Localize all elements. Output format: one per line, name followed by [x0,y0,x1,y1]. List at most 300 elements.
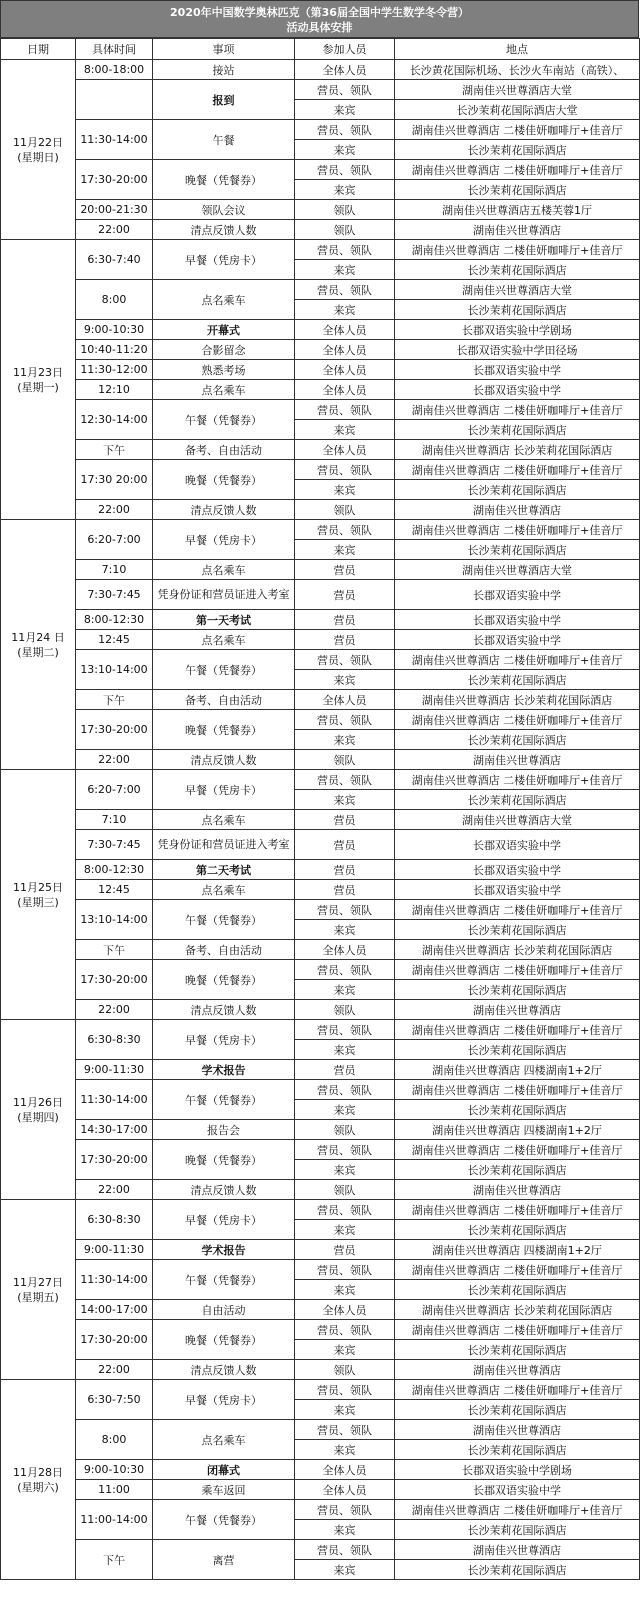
time-cell: 11:30-14:00 [76,120,153,160]
event-cell: 点名乘车 [153,280,295,320]
people-cell: 来宾 [295,100,395,120]
location-cell: 长沙茉莉花国际酒店 [395,300,640,320]
people-cell: 来宾 [295,1160,395,1180]
event-cell: 点名乘车 [153,810,295,830]
event-cell: 开幕式 [153,320,295,340]
people-cell: 来宾 [295,790,395,810]
location-cell: 湖南佳兴世尊酒店 二楼佳妍咖啡厅+佳音厅 [395,900,640,920]
people-cell: 营员、领队 [295,710,395,730]
people-cell: 营员、领队 [295,120,395,140]
people-cell: 营员、领队 [295,240,395,260]
people-cell: 领队 [295,750,395,770]
title-line-2: 活动具体安排 [286,21,353,34]
event-cell: 晚餐（凭餐券） [153,460,295,500]
location-cell: 长沙茉莉花国际酒店 [395,1040,640,1060]
location-cell: 长郡双语实验中学 [395,380,640,400]
date-text: 11月28日 [13,1465,63,1479]
time-cell: 11:00-14:00 [76,1500,153,1540]
event-cell: 备考、自由活动 [153,940,295,960]
people-cell: 营员、领队 [295,1140,395,1160]
event-cell: 报告会 [153,1120,295,1140]
event-cell: 清点反馈人数 [153,1360,295,1380]
time-cell: 6:20-7:00 [76,770,153,810]
date-text: 11月22日 [13,135,63,149]
event-cell: 午餐（凭餐券） [153,900,295,940]
location-cell: 湖南佳兴世尊酒店 二楼佳妍咖啡厅+佳音厅 [395,120,640,140]
location-cell: 湖南佳兴世尊酒店大堂 [395,80,640,100]
location-cell: 长沙黄花国际机场、长沙火车南站（高铁）、 [395,60,640,80]
location-cell: 长沙茉莉花国际酒店 [395,1520,640,1540]
event-cell: 点名乘车 [153,880,295,900]
time-cell: 14:00-17:00 [76,1300,153,1320]
people-cell: 来宾 [295,180,395,200]
event-cell: 早餐（凭房卡） [153,1020,295,1060]
location-cell: 长沙茉莉花国际酒店 [395,980,640,1000]
time-cell: 20:00-21:30 [76,200,153,220]
header-date: 日期 [1,39,76,60]
location-cell: 湖南佳兴世尊酒店 [395,1360,640,1380]
location-cell: 长郡双语实验中学 [395,830,640,860]
location-cell: 湖南佳兴世尊酒店 [395,1420,640,1440]
date-cell [1,1380,76,1580]
people-cell: 全体人员 [295,340,395,360]
date-text: 11月26日 [13,1095,63,1109]
people-cell: 来宾 [295,1280,395,1300]
event-cell: 乘车返回 [153,1480,295,1500]
title-line-1: 2020年中国数学奥林匹克（第36届全国中学生数学冬令营） [170,6,469,19]
location-cell: 长沙茉莉花国际酒店 [395,180,640,200]
location-cell: 湖南佳兴世尊酒店 长沙茉莉花国际酒店 [395,1300,640,1320]
time-cell: 11:30-14:00 [76,1080,153,1120]
event-cell: 学术报告 [153,1060,295,1080]
people-cell: 全体人员 [295,320,395,340]
people-cell: 营员 [295,1060,395,1080]
time-cell [76,80,153,120]
people-cell: 来宾 [295,260,395,280]
location-cell: 湖南佳兴世尊酒店 [395,220,640,240]
people-cell: 营员 [295,1240,395,1260]
people-cell: 来宾 [295,540,395,560]
location-cell: 湖南佳兴世尊酒店 四楼湖南1+2厅 [395,1120,640,1140]
table-row [1,1460,640,1480]
event-cell: 早餐（凭房卡） [153,240,295,280]
location-cell: 长沙茉莉花国际酒店 [395,1220,640,1240]
event-cell: 熟悉考场 [153,360,295,380]
table-row [1,1060,640,1080]
table-row [1,380,640,400]
people-cell: 来宾 [295,670,395,690]
weekday-text: (星期三) [17,895,59,909]
people-cell: 全体人员 [295,1480,395,1500]
table-row [1,630,640,650]
event-cell: 自由活动 [153,1300,295,1320]
time-cell: 17:30 20:00 [76,460,153,500]
table-row [1,560,640,580]
table-row [1,340,640,360]
table-row [1,240,640,260]
people-cell: 营员、领队 [295,520,395,540]
people-cell: 全体人员 [295,940,395,960]
location-cell: 湖南佳兴世尊酒店 二楼佳妍咖啡厅+佳音厅 [395,1260,640,1280]
time-cell: 22:00 [76,1360,153,1380]
time-cell: 11:00 [76,1480,153,1500]
date-cell [1,1200,76,1380]
people-cell: 营员、领队 [295,770,395,790]
table-row [1,690,640,710]
people-cell: 营员、领队 [295,1380,395,1400]
time-cell: 17:30-20:00 [76,710,153,750]
time-cell: 下午 [76,940,153,960]
location-cell: 湖南佳兴世尊酒店 二楼佳妍咖啡厅+佳音厅 [395,1080,640,1100]
location-cell: 湖南佳兴世尊酒店 长沙茉莉花国际酒店 [395,940,640,960]
event-cell: 合影留念 [153,340,295,360]
table-row [1,900,640,920]
location-cell: 湖南佳兴世尊酒店 四楼湖南1+2厅 [395,1060,640,1080]
table-row [1,200,640,220]
table-row [1,1300,640,1320]
time-cell: 12:45 [76,630,153,650]
location-cell: 湖南佳兴世尊酒店 [395,1180,640,1200]
event-cell: 领队会议 [153,200,295,220]
location-cell: 湖南佳兴世尊酒店 二楼佳妍咖啡厅+佳音厅 [395,1320,640,1340]
time-cell: 22:00 [76,500,153,520]
people-cell: 来宾 [295,300,395,320]
date-text: 11月24 日 [11,630,65,644]
table-row [1,1500,640,1520]
location-cell: 长郡双语实验中学剧场 [395,1460,640,1480]
location-cell: 长郡双语实验中学 [395,580,640,610]
people-cell: 营员、领队 [295,1200,395,1220]
event-cell: 离营 [153,1540,295,1580]
event-cell: 早餐（凭房卡） [153,520,295,560]
table-row [1,1420,640,1440]
time-cell: 8:00-18:00 [76,60,153,80]
people-cell: 来宾 [295,1220,395,1240]
table-row [1,120,640,140]
location-cell: 长郡双语实验中学田径场 [395,340,640,360]
time-cell: 6:20-7:00 [76,520,153,560]
people-cell: 营员、领队 [295,280,395,300]
header-event: 事项 [153,39,295,60]
date-cell [1,1020,76,1200]
people-cell: 营员、领队 [295,960,395,980]
location-cell: 湖南佳兴世尊酒店 四楼湖南1+2厅 [395,1240,640,1260]
people-cell: 营员 [295,610,395,630]
location-cell: 湖南佳兴世尊酒店 二楼佳妍咖啡厅+佳音厅 [395,240,640,260]
location-cell: 湖南佳兴世尊酒店 长沙茉莉花国际酒店 [395,690,640,710]
time-cell: 7:30-7:45 [76,830,153,860]
people-cell: 营员、领队 [295,1020,395,1040]
header-time: 具体时间 [76,39,153,60]
table-row [1,1200,640,1220]
time-cell: 22:00 [76,220,153,240]
event-cell: 午餐（凭餐券） [153,650,295,690]
location-cell: 长沙茉莉花国际酒店大堂 [395,100,640,120]
time-cell: 12:30-14:00 [76,400,153,440]
location-cell: 长沙茉莉花国际酒店 [395,480,640,500]
weekday-text: (星期二) [17,645,59,659]
date-cell [1,60,76,240]
people-cell: 来宾 [295,1440,395,1460]
table-row [1,580,640,610]
table-row [1,500,640,520]
people-cell: 营员、领队 [295,1260,395,1280]
table-row [1,320,640,340]
location-cell: 湖南佳兴世尊酒店 [395,1540,640,1560]
date-text: 11月23日 [13,365,63,379]
time-cell: 17:30-20:00 [76,960,153,1000]
location-cell: 湖南佳兴世尊酒店 二楼佳妍咖啡厅+佳音厅 [395,1500,640,1520]
schedule-table [0,38,640,1580]
event-cell: 清点反馈人数 [153,1000,295,1020]
date-cell [1,770,76,1020]
time-cell: 8:00 [76,1420,153,1460]
people-cell: 全体人员 [295,60,395,80]
table-row [1,1080,640,1100]
time-cell: 7:10 [76,810,153,830]
date-cell [1,240,76,520]
weekday-text: (星期六) [17,1480,59,1494]
table-row [1,160,640,180]
time-cell: 下午 [76,440,153,460]
people-cell: 来宾 [295,1340,395,1360]
time-cell: 11:30-12:00 [76,360,153,380]
location-cell: 长沙茉莉花国际酒店 [395,1160,640,1180]
event-cell: 午餐 [153,120,295,160]
time-cell: 下午 [76,690,153,710]
event-cell: 点名乘车 [153,380,295,400]
time-cell: 13:10-14:00 [76,900,153,940]
table-row [1,710,640,730]
table-row [1,1360,640,1380]
location-cell: 长沙茉莉花国际酒店 [395,730,640,750]
table-header-row [1,39,640,60]
location-cell: 湖南佳兴世尊酒店 二楼佳妍咖啡厅+佳音厅 [395,710,640,730]
table-row [1,1320,640,1340]
time-cell: 11:30-14:00 [76,1260,153,1300]
people-cell: 营员 [295,830,395,860]
time-cell: 22:00 [76,1000,153,1020]
event-cell: 点名乘车 [153,630,295,650]
event-cell: 早餐（凭房卡） [153,1200,295,1240]
people-cell: 领队 [295,220,395,240]
event-cell: 清点反馈人数 [153,1180,295,1200]
event-cell: 清点反馈人数 [153,220,295,240]
people-cell: 营员 [295,560,395,580]
time-cell: 9:00-10:30 [76,320,153,340]
people-cell: 营员、领队 [295,80,395,100]
location-cell: 长郡双语实验中学 [395,360,640,380]
event-cell: 早餐（凭房卡） [153,770,295,810]
location-cell: 湖南佳兴世尊酒店五楼芙蓉1厅 [395,200,640,220]
people-cell: 营员、领队 [295,1320,395,1340]
table-row [1,1380,640,1400]
people-cell: 来宾 [295,1520,395,1540]
people-cell: 领队 [295,200,395,220]
event-cell: 午餐（凭餐券） [153,1080,295,1120]
time-cell: 17:30-20:00 [76,1320,153,1360]
schedule-title [0,0,639,38]
time-cell: 13:10-14:00 [76,650,153,690]
event-cell: 午餐（凭餐券） [153,1500,295,1540]
time-cell: 14:30-17:00 [76,1120,153,1140]
event-cell: 备考、自由活动 [153,690,295,710]
location-cell: 湖南佳兴世尊酒店 二楼佳妍咖啡厅+佳音厅 [395,1380,640,1400]
location-cell: 长沙茉莉花国际酒店 [395,1560,640,1580]
event-cell: 午餐（凭餐券） [153,400,295,440]
table-row [1,520,640,540]
weekday-text: (星期四) [17,1110,59,1124]
location-cell: 长郡双语实验中学 [395,860,640,880]
people-cell: 营员 [295,880,395,900]
location-cell: 长沙茉莉花国际酒店 [395,790,640,810]
people-cell: 营员 [295,860,395,880]
people-cell: 营员、领队 [295,160,395,180]
table-row [1,830,640,860]
location-cell: 湖南佳兴世尊酒店 二楼佳妍咖啡厅+佳音厅 [395,520,640,540]
table-row [1,1180,640,1200]
event-cell: 第一天考试 [153,610,295,630]
table-row [1,1140,640,1160]
table-row [1,1240,640,1260]
date-text: 11月25日 [13,880,63,894]
table-row [1,770,640,790]
people-cell: 营员、领队 [295,900,395,920]
location-cell: 长沙茉莉花国际酒店 [395,420,640,440]
people-cell: 营员、领队 [295,1080,395,1100]
location-cell: 长郡双语实验中学 [395,630,640,650]
people-cell: 营员、领队 [295,460,395,480]
location-cell: 湖南佳兴世尊酒店 [395,750,640,770]
table-row [1,460,640,480]
time-cell: 6:30-8:30 [76,1020,153,1060]
location-cell: 湖南佳兴世尊酒店大堂 [395,280,640,300]
time-cell: 12:10 [76,380,153,400]
people-cell: 营员、领队 [295,1500,395,1520]
people-cell: 营员 [295,630,395,650]
table-row [1,80,640,100]
location-cell: 湖南佳兴世尊酒店 二楼佳妍咖啡厅+佳音厅 [395,650,640,670]
table-row [1,750,640,770]
weekday-text: (星期五) [17,1290,59,1304]
table-row [1,880,640,900]
time-cell: 8:00-12:30 [76,860,153,880]
location-cell: 长郡双语实验中学剧场 [395,320,640,340]
people-cell: 营员、领队 [295,1420,395,1440]
location-cell: 长沙茉莉花国际酒店 [395,920,640,940]
people-cell: 来宾 [295,980,395,1000]
people-cell: 领队 [295,500,395,520]
people-cell: 全体人员 [295,1300,395,1320]
location-cell: 湖南佳兴世尊酒店大堂 [395,560,640,580]
people-cell: 来宾 [295,1560,395,1580]
time-cell: 6:30-8:30 [76,1200,153,1240]
time-cell: 22:00 [76,750,153,770]
event-cell: 报到 [153,80,295,120]
people-cell: 全体人员 [295,690,395,710]
event-cell: 早餐（凭房卡） [153,1380,295,1420]
location-cell: 长沙茉莉花国际酒店 [395,1440,640,1460]
location-cell: 湖南佳兴世尊酒店 二楼佳妍咖啡厅+佳音厅 [395,160,640,180]
table-row [1,1480,640,1500]
time-cell: 8:00 [76,280,153,320]
people-cell: 领队 [295,1000,395,1020]
people-cell: 来宾 [295,420,395,440]
time-cell: 9:00-11:30 [76,1060,153,1080]
location-cell: 湖南佳兴世尊酒店 长沙茉莉花国际酒店 [395,440,640,460]
table-row [1,650,640,670]
table-row [1,440,640,460]
event-cell: 晚餐（凭餐券） [153,1320,295,1360]
time-cell: 下午 [76,1540,153,1580]
location-cell: 湖南佳兴世尊酒店 [395,1000,640,1020]
people-cell: 营员 [295,580,395,610]
location-cell: 长沙茉莉花国际酒店 [395,260,640,280]
location-cell: 湖南佳兴世尊酒店 二楼佳妍咖啡厅+佳音厅 [395,1020,640,1040]
table-row [1,360,640,380]
time-cell: 8:00-12:30 [76,610,153,630]
location-cell: 长沙茉莉花国际酒店 [395,670,640,690]
location-cell: 长沙茉莉花国际酒店 [395,140,640,160]
location-cell: 湖南佳兴世尊酒店大堂 [395,810,640,830]
location-cell: 湖南佳兴世尊酒店 二楼佳妍咖啡厅+佳音厅 [395,770,640,790]
location-cell: 长沙茉莉花国际酒店 [395,1100,640,1120]
table-row [1,1020,640,1040]
location-cell: 长郡双语实验中学 [395,610,640,630]
people-cell: 领队 [295,1120,395,1140]
weekday-text: (星期日) [17,150,59,164]
time-cell: 7:30-7:45 [76,580,153,610]
event-cell: 第二天考试 [153,860,295,880]
table-row [1,220,640,240]
people-cell: 营员 [295,810,395,830]
location-cell: 长郡双语实验中学 [395,880,640,900]
people-cell: 领队 [295,1180,395,1200]
time-cell: 7:10 [76,560,153,580]
table-row [1,1000,640,1020]
table-row [1,60,640,80]
location-cell: 湖南佳兴世尊酒店 二楼佳妍咖啡厅+佳音厅 [395,460,640,480]
people-cell: 来宾 [295,1400,395,1420]
people-cell: 营员、领队 [295,1540,395,1560]
table-row [1,1260,640,1280]
location-cell: 湖南佳兴世尊酒店 二楼佳妍咖啡厅+佳音厅 [395,1200,640,1220]
time-cell: 12:45 [76,880,153,900]
event-cell: 晚餐（凭餐券） [153,710,295,750]
location-cell: 湖南佳兴世尊酒店 二楼佳妍咖啡厅+佳音厅 [395,400,640,420]
table-row [1,1120,640,1140]
header-location: 地点 [395,39,640,60]
time-cell: 17:30-20:00 [76,160,153,200]
table-row [1,1540,640,1560]
event-cell: 闭幕式 [153,1460,295,1480]
table-row [1,960,640,980]
event-cell: 接站 [153,60,295,80]
people-cell: 来宾 [295,1100,395,1120]
table-row [1,400,640,420]
event-cell: 凭身份证和营员证进入考室 [153,580,295,610]
time-cell: 6:30-7:50 [76,1380,153,1420]
event-cell: 点名乘车 [153,1420,295,1460]
people-cell: 来宾 [295,480,395,500]
time-cell: 17:30-20:00 [76,1140,153,1180]
table-row [1,810,640,830]
event-cell: 备考、自由活动 [153,440,295,460]
event-cell: 晚餐（凭餐券） [153,960,295,1000]
event-cell: 点名乘车 [153,560,295,580]
header-people: 参加人员 [295,39,395,60]
table-row [1,610,640,630]
